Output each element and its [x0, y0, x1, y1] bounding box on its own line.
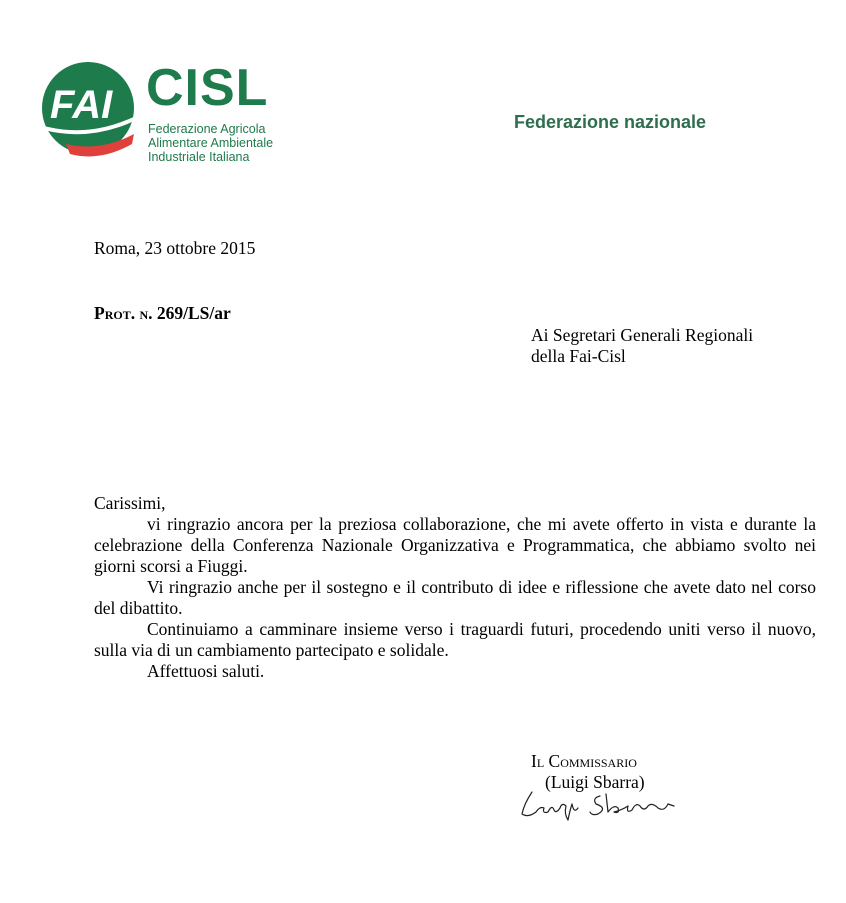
- body-paragraph: Continuiamo a camminare insieme verso i traguardi futuri, procedendo uniti verso il nuovo, sulla via di un cambiamento partecipato e solidale.: [94, 619, 816, 660]
- logo-subtitle-line: Federazione Agricola: [148, 122, 266, 136]
- logo-subtitle-line: Alimentare Ambientale: [148, 136, 274, 150]
- salutation: Carissimi,: [94, 493, 166, 513]
- recipient-line: della Fai-Cisl: [531, 346, 626, 366]
- federazione-heading: Federazione nazionale: [514, 112, 707, 132]
- protocol-label: Prot. n.: [94, 303, 153, 323]
- fai-cisl-logo: [40, 58, 300, 168]
- signature-stroke: [590, 796, 603, 815]
- recipient-line: Ai Segretari Generali Regionali: [531, 325, 754, 345]
- body-paragraph: Vi ringrazio anche per il sostegno e il contributo di idee e riflessione che avete dato nel corso del dibattito.: [94, 577, 816, 618]
- logo-fai-text: FAI: [50, 83, 113, 127]
- signature-title: Il Commissario: [531, 751, 637, 771]
- handwritten-signature: [518, 784, 688, 824]
- body-paragraph: vi ringrazio ancora per la preziosa collaborazione, che mi avete offerto in vista e durante la celebrazione della Conferenza Nazionale Organizzativa e Programmatica, che abbiamo svolto nei giorni scorsi a Fiuggi.: [94, 514, 816, 576]
- protocol-value: 269/LS/ar: [156, 303, 231, 323]
- closing: Affettuosi saluti.: [147, 661, 265, 681]
- logo-cisl-text: CISL: [146, 59, 269, 117]
- letter-date: Roma, 23 ottobre 2015: [94, 238, 256, 258]
- signature-stroke: [606, 794, 674, 813]
- logo-subtitle: [148, 122, 273, 164]
- signature-name: (Luigi Sbarra): [545, 772, 645, 792]
- letter-body: [94, 493, 816, 682]
- logo-subtitle-line: Industriale Italiana: [148, 150, 250, 164]
- signature-stroke: [522, 792, 578, 820]
- fai-logo-mark: [40, 58, 146, 164]
- protocol-number: [94, 303, 231, 324]
- recipient-block: [531, 325, 753, 367]
